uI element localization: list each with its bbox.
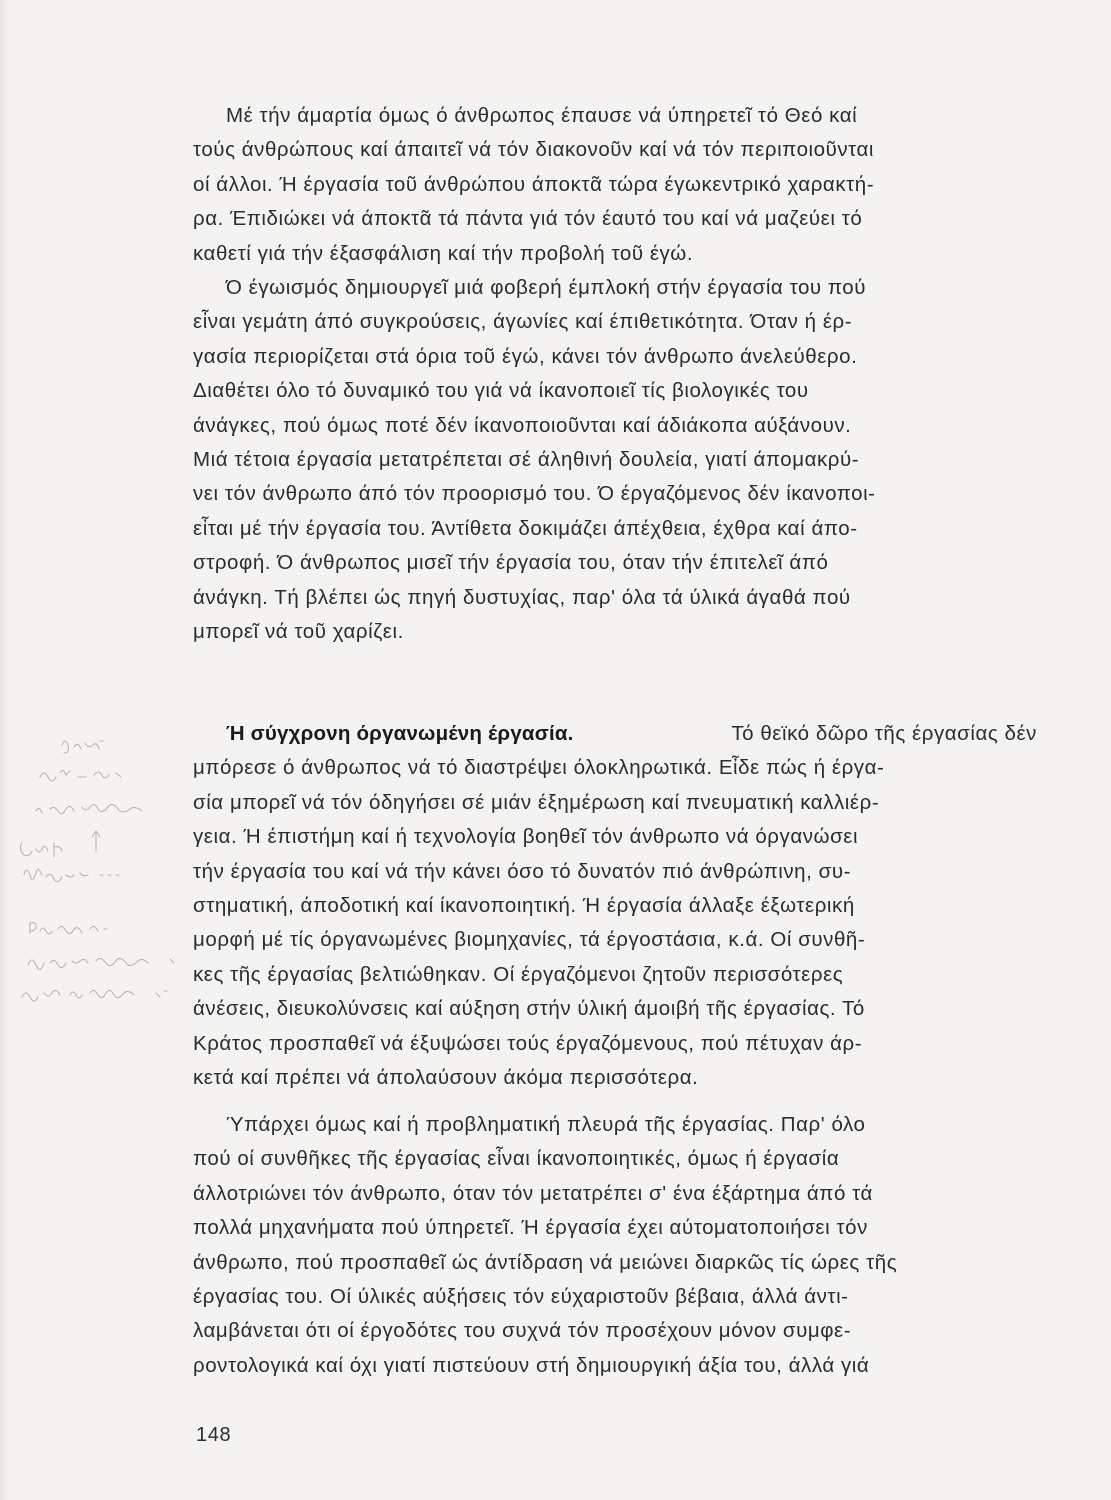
text-line: εἶναι γεμάτη άπό συγκρούσεις, άγωνίες καί έπιθετικότητα. Όταν ή έρ- — [193, 310, 853, 334]
text-line: λαμβάνεται ότι οί έργοδότες του συχνά τόν προσέχουν μόνον συμφε- — [193, 1319, 852, 1343]
section-heading: Ή σύγχρονη όργανωμένη έργασία. — [226, 722, 574, 745]
text-line: γεια. Ή έπιστήμη καί ή τεχνολογία βοηθεῖ τόν άνθρωπο νά όργανώσει — [193, 825, 859, 849]
page-number: 148 — [196, 1424, 232, 1446]
text-line: Κράτος προσπαθεῖ νά έξυψώσει τούς έργαζόμενους, πού πέτυχαν άρ- — [193, 1031, 863, 1055]
text-line: Ό έγωισμός δημιουργεῖ μιά φοβερή έμπλοκή στήν έργασία του πού — [226, 276, 867, 299]
text-line: άνθρωπο, πού προσπαθεῖ ώς άντίδραση νά μειώνει διαρκῶς τίς ώρες τῆς — [193, 1250, 898, 1274]
text-line: Μέ τήν άμαρτία όμως ό άνθρωπος έπαυσε νά ύπηρετεῖ τό Θεό καί — [226, 104, 858, 127]
text-line: κετά καί πρέπει νά άπολαύσουν άκόμα περισσότερα. — [193, 1065, 699, 1089]
text-line: πολλά μηχανήματα πού ύπηρετεῖ. Ή έργασία έχει αύτοματοποιήσει τόν — [193, 1216, 868, 1240]
paragraph-1 — [193, 99, 1037, 271]
text-line: οί άλλοι. Ή έργασία τοῦ άνθρώπου άποκτᾶ τώρα έγωκεντρικό χαρακτή- — [193, 172, 875, 196]
text-line: Ύπάρχει όμως καί ή προβληματική πλευρά τῆς έργασίας. Παρ' όλο — [226, 1113, 866, 1136]
text-line: τούς άνθρώπους καί άπαιτεῖ νά τόν διακονοῦν καί νά τόν περιποιοῦνται — [193, 138, 875, 162]
text-line: άλλοτριώνει τόν άνθρωπο, όταν τόν μετατρέπει σ' ένα έξάρτημα άπό τά — [193, 1181, 873, 1205]
text-line: μορφή μέ τίς όργανωμένες βιομηχανίες, τά έργοστάσια, κ.ά. Οί συνθῆ- — [193, 928, 866, 952]
text-line: εἶται μέ τήν έργασία του. Άντίθετα δοκιμάζει άπέχθεια, έχθρα καί άπο- — [193, 516, 858, 540]
text-line: μπορεῖ νά τοῦ χαρίζει. — [193, 619, 404, 643]
text-line: καθετί γιά τήν έξασφάλιση καί τήν προβολή τοῦ έγώ. — [193, 241, 694, 265]
paragraph-2 — [193, 271, 1037, 649]
handwritten-margin-notes — [0, 725, 190, 1025]
text-line: άνάγκη. Τή βλέπει ώς πηγή δυστυχίας, παρ' όλα τά ύλικά άγαθά πού — [193, 585, 851, 609]
text-line: σία μπορεῖ νά τόν όδηγήσει σέ μιάν έξημέρωση καί πνευματική καλλιέρ- — [193, 790, 880, 814]
text-line: τήν έργασία του καί νά τήν κάνει όσο τό δυνατόν πιό άνθρώπινη, συ- — [193, 859, 851, 883]
text-line: γασία περιορίζεται στά όρια τοῦ έγώ, κάνει τόν άνθρωπο άνελεύθερο. — [193, 344, 858, 368]
text-line: πού οί συνθῆκες τῆς έργασίας εἶναι ίκανοποιητικές, όμως ή έργασία — [193, 1147, 840, 1171]
text-line: μπόρεσε ό άνθρωπος νά τό διαστρέψει όλοκληρωτικά. Εἶδε πώς ή έργα- — [193, 756, 885, 780]
section-modern-work — [193, 717, 1037, 1095]
text-line: στηματική, άποδοτική καί ίκανοποιητική. Ή έργασία άλλαξε έξωτερική — [193, 893, 855, 917]
text-line: νει τόν άνθρωπο άπό τόν προορισμό του. Ό έργαζόμενος δέν ίκανοποι- — [193, 482, 876, 506]
handwriting-scribble-icon — [0, 725, 190, 1025]
text-line: άνάγκες, πού όμως ποτέ δέν ίκανοποιοῦνται καί άδιάκοπα αύξάνουν. — [193, 413, 852, 437]
paragraph-4 — [193, 1108, 1037, 1383]
text-line: στροφή. Ό άνθρωπος μισεῖ τήν έργασία του, όταν τήν έπιτελεῖ άπό — [193, 551, 829, 575]
text-line: έργασίας του. Οί ύλικές αύξήσεις τόν εύχαριστοῦν βέβαια, άλλά άντι- — [193, 1284, 849, 1308]
heading-line-rest: Τό θεϊκό δῶρο τῆς έργασίας δέν — [731, 722, 1037, 745]
text-line: Μιά τέτοια έργασία μετατρέπεται σέ άληθινή δουλεία, γιατί άπομακρύ- — [193, 447, 860, 471]
text-line: κες τῆς έργασίας βελτιώθηκαν. Οί έργαζόμενοι ζητοῦν περισσότερες — [193, 962, 844, 986]
text-line: άνέσεις, διευκολύνσεις καί αύξηση στήν ύλική άμοιβή τῆς έργασίας. Τό — [193, 997, 865, 1021]
text-line: ρα. Έπιδιώκει νά άποκτᾶ τά πάντα γιά τόν έαυτό του καί νά μαζεύει τό — [193, 207, 863, 231]
text-line — [193, 717, 1037, 751]
text-line: ροντολογικά καί όχι γιατί πιστεύουν στή δημιουργική άξία του, άλλά γιά — [193, 1353, 870, 1377]
text-line: Διαθέτει όλο τό δυναμικό του γιά νά ίκανοποιεῖ τίς βιολογικές του — [193, 379, 809, 403]
